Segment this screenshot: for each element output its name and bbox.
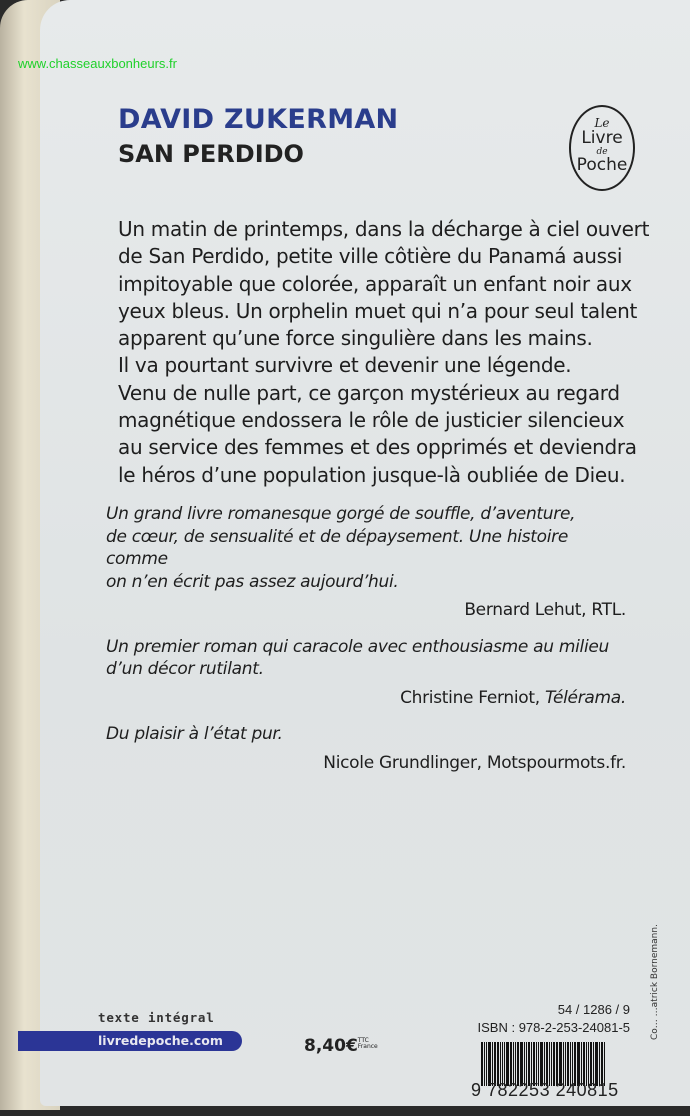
summary-line: au service des femmes et des opprimés et deviendra	[118, 435, 637, 460]
price-country: France	[357, 1043, 378, 1050]
author-name: DAVID ZUKERMAN	[118, 104, 399, 135]
reference-number: 54 / 1286 / 9	[557, 1002, 630, 1017]
watermark-url: www.chasseauxbonheurs.fr	[18, 56, 177, 71]
summary-line: Il va pourtant survivre et devenir une légende.	[118, 353, 572, 378]
summary-line: impitoyable que colorée, apparaît un enfant noir aux	[118, 271, 632, 296]
cover-credit: Co… …atrick Bornemann.	[650, 924, 660, 1040]
summary	[118, 216, 649, 489]
quote-source-name: Nicole Grundlinger, Motspourmots.fr.	[323, 752, 626, 773]
isbn: ISBN : 978-2-253-24081-5	[477, 1020, 630, 1035]
price-value: 8,40€	[304, 1036, 358, 1056]
quote-line: de cœur, de sensualité et de dépaysement. Une histoire comme	[106, 526, 569, 569]
barcode	[471, 1038, 631, 1098]
book-title: SAN PERDIDO	[118, 140, 304, 168]
quote-line: Du plaisir à l’état pur.	[106, 724, 283, 744]
logo-livre: Livre	[581, 128, 623, 148]
summary-line: le héros d’une population jusque-là oubliée de Dieu.	[118, 462, 626, 487]
press-quote	[106, 723, 626, 774]
logo-de: de	[596, 147, 608, 157]
quote-source	[106, 599, 626, 622]
press-quote	[106, 636, 626, 710]
logo-poche: Poche	[576, 155, 628, 175]
quote-source-publication: Télérama.	[544, 687, 626, 708]
price	[304, 1036, 378, 1056]
barcode-number: 9 782253 240815	[471, 1080, 619, 1100]
press-quotes	[106, 503, 626, 788]
summary-line: Venu de nulle part, ce garçon mystérieux au regard	[118, 380, 620, 405]
quote-source	[106, 752, 626, 775]
summary-line: de San Perdido, petite ville côtière du Panamá aussi	[118, 244, 623, 269]
summary-line: Un matin de printemps, dans la décharge à ciel ouvert	[118, 217, 650, 241]
quote-line: d’un décor rutilant.	[106, 659, 264, 679]
press-quote	[106, 503, 626, 622]
quote-source-name: Christine Ferniot,	[400, 687, 545, 708]
quote-line: Un grand livre romanesque gorgé de souffle, d’aventure,	[106, 504, 576, 524]
reference-info	[478, 1001, 630, 1037]
summary-line: magnétique endossera le rôle de justicier silencieux	[118, 408, 625, 433]
le-livre-de-poche-logo	[569, 105, 635, 191]
quote-line: Un premier roman qui caracole avec enthousiasme au milieu	[106, 636, 610, 657]
quote-line: on n’en écrit pas assez aujourd’hui.	[106, 571, 399, 592]
summary-line: apparent qu’une force singulière dans les mains.	[118, 326, 593, 351]
texte-integral-label: texte intégral	[98, 1010, 215, 1025]
quote-source-name: Bernard Lehut, RTL.	[464, 600, 626, 620]
price-ttc: TTC	[357, 1037, 369, 1044]
quote-source	[106, 687, 626, 710]
website-banner: livredepoche.com	[18, 1031, 242, 1051]
summary-line: yeux bleus. Un orphelin muet qui n’a pour seul talent	[118, 298, 638, 323]
logo-le: Le	[594, 116, 610, 130]
